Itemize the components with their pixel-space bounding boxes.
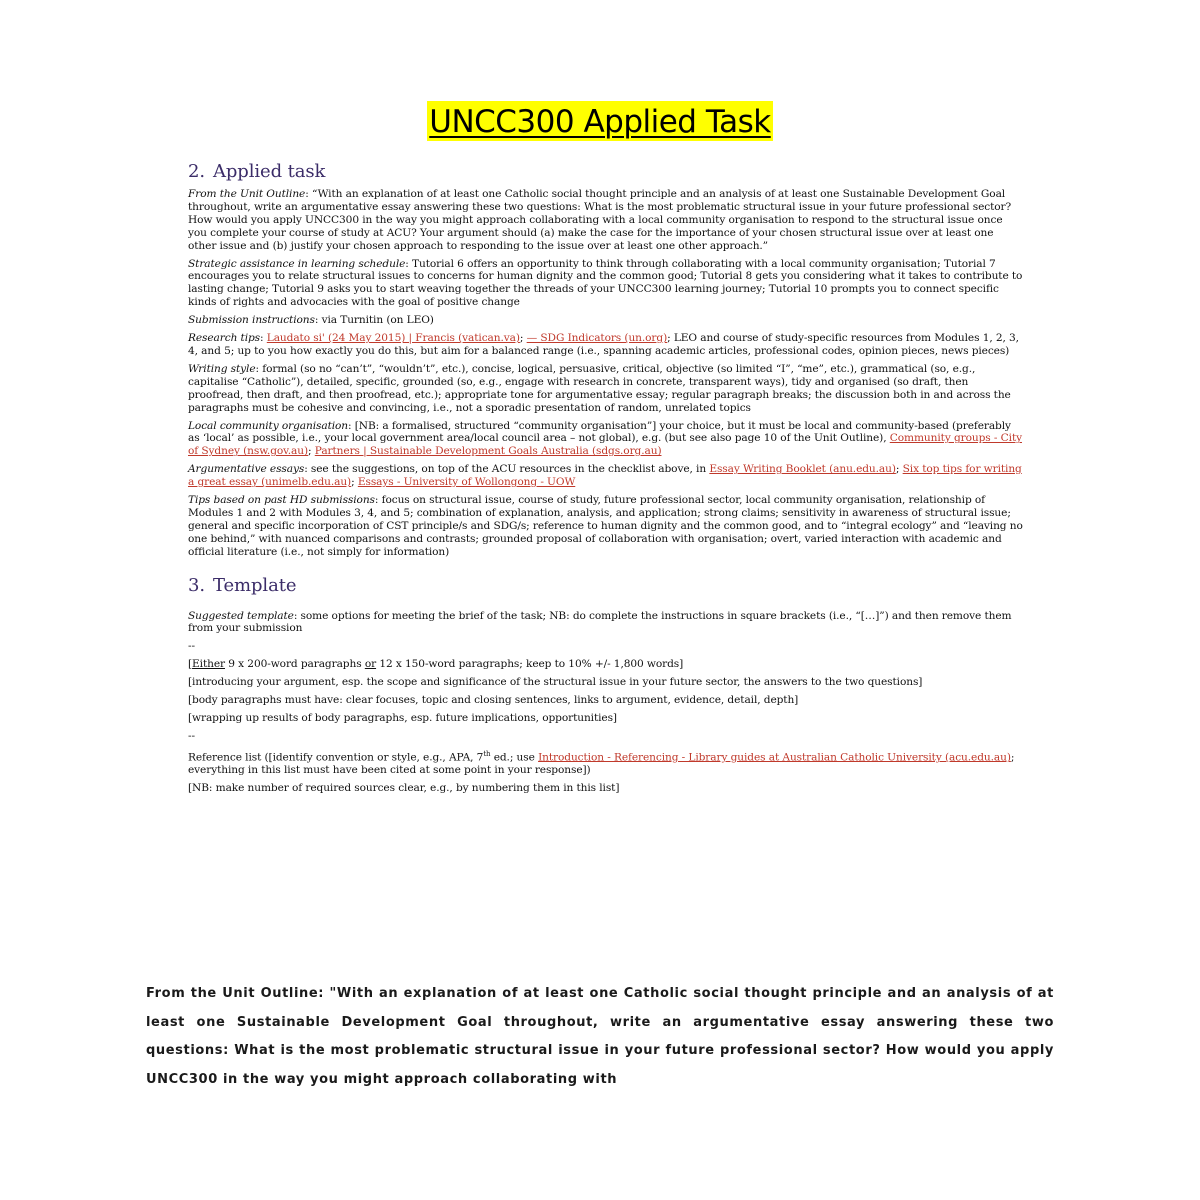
research-paragraph (188, 332, 1024, 358)
page-title: UNCC300 Applied Task (427, 101, 773, 141)
section-2-heading (188, 160, 1024, 184)
anu-booklet-link[interactable]: Essay Writing Booklet (anu.edu.au) (709, 463, 896, 476)
bottom-excerpt: From the Unit Outline: "With an explanation of at least one Catholic social thought principle and an analysis of at least one Sustainable Development Goal throughout, write an argumentative essay answering these two questions: What is the most problematic structural issue in your future professional sector? How would you apply UNCC300 in the way you might approach collaborating with (146, 986, 1054, 1087)
unit-outline-lead: From the Unit Outline (188, 188, 306, 200)
suggested-text: : some options for meeting the brief of the task; NB: do complete the instructions in square brackets (i.e., “[…]”) and then remove them from your submission (188, 609, 1012, 635)
writing-text: : formal (so no “can’t”, “wouldn’t”, etc.), concise, logical, persuasive, critical, objective (so limited “I”, “me”, etc.), grammatical (so, e.g., capitalise “Catholic”), detailed, specific, grounded (so, e.g., engage with research in concrete, transparent ways), tidy and organised (so draft, then proofread, then draft, and then proofread, etc.); appropriate tone for argumentative essay; regular paragraph breaks; the discussion both in and across the paragraphs must be cohesive and convincing, i.e., not a sporadic presentation of random, unrelated topics (188, 362, 1011, 414)
tips-lead: Tips based on past HD submissions (188, 494, 375, 507)
research-text: ; LEO and course of study-specific resources from Modules 1, 2, 3, 4, and 5; up to you how exactly you do this, but aim for a balanced range (i.e., spanning academic articles, professional codes, opinion pieces, news pieces) (188, 332, 1019, 357)
either-mid: 9 x 200-word paragraphs (224, 658, 365, 671)
research-sep-1: : (260, 332, 267, 345)
strategic-lead: Strategic assistance in learning schedule (188, 257, 406, 270)
local-paragraph (188, 420, 1024, 459)
section-3-heading (188, 574, 1024, 598)
section-2-title: Applied task (212, 161, 326, 182)
section-3-title: Template (212, 574, 297, 596)
section-2-number: 2. (188, 161, 205, 182)
unimelb-tips-link[interactable]: Six top tips for writing a great essay (unimelb.edu.au) (188, 463, 1022, 489)
tips-text: : focus on structural issue, course of study, future professional sector, local community organisation, relationship of Modules 1 and 2 with Modules 3, 4, and 5; combination of explanation, analysis, and application; strong claims; sensitivity in awareness of structural issue; general and specific incorporation of CST principle/s and SDG/s; reference to human dignity and the common good, and to “integral ecology” and “leaving no one behind,” with nuanced comparisons and contrasts; grounded proposal of collaboration with organisation; overt, varied interaction with academic and official literature (i.e., not simply for information) (188, 494, 1023, 558)
unit-outline-text: : “With an explanation of at least one Catholic social thought principle and an analysis of at least one Sustainable Development Goal throughout, write an argumentative essay answering these two questions: What is the most problematic structural issue in your future professional sector? How would you apply UNCC300 in the way you might approach collaborating with a local community organisation to respond to the structural issue once you complete your course of study at ACU? Your argument should (a) make the case for the importance of your chosen structural issue over at least one other issue and (b) justify your chosen approach to responding to the issue over at least one other approach.” (188, 188, 1012, 252)
local-lead: Local community organisation (188, 419, 349, 432)
wrap-instruction: [wrapping up results of body paragraphs, esp. future implications, opportunities] (188, 712, 617, 724)
either-word: Either (192, 658, 225, 671)
sdgs-partners-link[interactable]: Partners | Sustainable Development Goals Australia (sdgs.org.au) (314, 445, 662, 458)
intro-instruction: [introducing your argument, esp. the scope and significance of the structural issue in your future sector, the answers to the two questions] (188, 676, 923, 689)
strategic-paragraph (188, 258, 1024, 310)
sdg-indicators-link[interactable]: — SDG Indicators (un.org) (526, 332, 668, 345)
reference-sup: th (483, 749, 491, 758)
section-3-spacer (188, 602, 1024, 610)
argumentative-text: : see the suggestions, on top of the ACU resources in the checklist above, in (304, 463, 710, 476)
argumentative-sep-2: ; (351, 476, 358, 489)
argumentative-paragraph (188, 463, 1024, 489)
reference-pre: Reference list ([identify convention or style, e.g., APA, 7 (188, 751, 484, 764)
suggested-paragraph (188, 610, 1024, 636)
nb-instruction: [NB: make number of required sources clear, e.g., by numbering them in this list] (188, 782, 620, 795)
section-gap (188, 564, 1024, 574)
local-text: : [NB: a formalised, structured “community organisation”] your choice, but it must be local and community-based (preferably as ‘local’ as possible, i.e., your local government area/local council area – not global), e.g. (but see also page 10 of the Unit Outline), (188, 419, 1011, 445)
argumentative-lead: Argumentative essays (188, 463, 305, 476)
tips-paragraph (188, 494, 1024, 559)
section-3-number: 3. (188, 574, 205, 596)
reference-mid: ed.; use (490, 751, 539, 764)
research-lead: Research tips (188, 332, 261, 345)
either-rest: 12 x 150-word paragraphs; keep to 10% +/- 1,800 words] (376, 658, 684, 671)
unit-outline-paragraph (188, 188, 1024, 253)
either-paragraph (188, 658, 1024, 671)
community-groups-link[interactable]: Community groups - City of Sydney (nsw.gov.au) (188, 432, 1022, 458)
acu-referencing-link[interactable]: Introduction - Referencing - Library guides at Australian Catholic University (acu.edu.au) (538, 751, 1011, 764)
submission-paragraph (188, 314, 1024, 327)
research-sep-2: ; (519, 332, 527, 345)
writing-lead: Writing style (188, 362, 256, 375)
argumentative-sep-1: ; (895, 463, 903, 476)
or-word: or (364, 658, 377, 671)
submission-text: : via Turnitin (on LEO) (314, 314, 434, 327)
laudato-si-link[interactable]: Laudato si' (24 May 2015) | Francis (vatican.va) (266, 332, 520, 345)
suggested-lead: Suggested template (188, 609, 294, 622)
local-sep: ; (308, 445, 315, 458)
writing-paragraph (188, 363, 1024, 415)
title-wrap (0, 101, 1200, 141)
submission-lead: Submission instructions (188, 314, 315, 327)
reference-paragraph (188, 748, 1024, 777)
separator-dash-2: -- (188, 729, 195, 742)
document-body (188, 160, 1024, 800)
uow-essays-link[interactable]: Essays - University of Wollongong - UOW (357, 476, 576, 489)
body-instruction: [body paragraphs must have: clear focuses, topic and closing sentences, links to argument, evidence, detail, depth] (188, 694, 799, 707)
reference-post: ; everything in this list must have been cited at some point in your response]) (188, 751, 1015, 777)
separator-dash-1: -- (188, 640, 195, 653)
either-open: [ (188, 658, 193, 671)
strategic-text: : Tutorial 6 offers an opportunity to think through collaborating with a local community organisation; Tutorial 7 encourages you to relate structural issues to concerns for human dignity and the common good; Tutorial 8 gets you considering what it takes to contribute to lasting change; Tutorial 9 asks you to start weaving together the threads of your UNCC300 learning journey; Tutorial 10 prompts you to connect specific kinds of rights and advocacies with the goal of positive change (188, 257, 1023, 309)
